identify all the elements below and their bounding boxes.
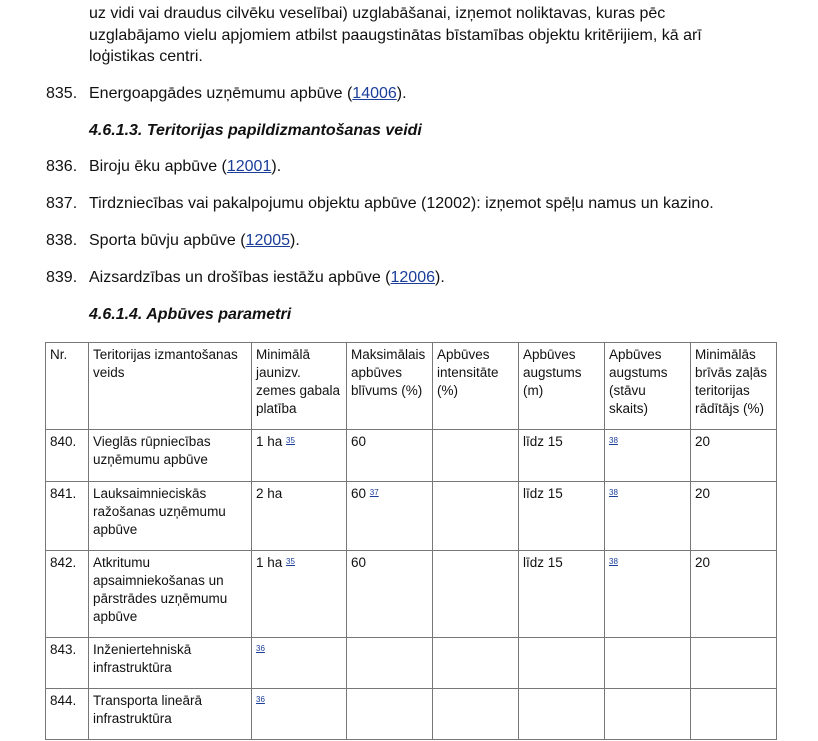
link-12006[interactable]: 12006 (390, 269, 435, 286)
list-item-839 (46, 268, 445, 288)
heading-4-6-1-3: 4.6.1.3. Teritorijas papildizmantošanas veidi (89, 122, 422, 139)
cell-floors (605, 430, 691, 482)
cell-area (252, 689, 347, 740)
list-item-836 (46, 157, 281, 177)
cell-type: Inženiertehniskā infrastruktūra (89, 638, 252, 689)
item-text: Energoapgādes uzņēmumu apbūve ( (89, 85, 353, 102)
table-header-row (46, 343, 777, 430)
item-text: Biroju ēku apbūve ( (89, 158, 227, 175)
intro-line-3: loģistikas centri. (89, 48, 203, 65)
item-text: Aizsardzības un drošības iestāžu apbūve ( (89, 269, 391, 286)
item-text-end: ). (271, 158, 282, 175)
cell-nr: 842. (46, 551, 89, 638)
cell-height-m: līdz 15 (519, 551, 605, 638)
header-max-density: Maksimālais apbūves blīvums (%) (347, 343, 433, 430)
area-value: 1 ha (256, 555, 283, 570)
cell-intensity (433, 482, 519, 551)
cell-type: Transporta lineārā infrastruktūra (89, 689, 252, 740)
cell-density: 60 (347, 551, 433, 638)
item-number: 836. (46, 158, 78, 175)
cell-intensity (433, 551, 519, 638)
table-row (46, 638, 777, 689)
item-text-end: ). (396, 85, 407, 102)
header-min-area: Minimālā jaunizv. zemes gabala platība (252, 343, 347, 430)
cell-height-m: līdz 15 (519, 430, 605, 482)
density-value: 60 (351, 486, 367, 501)
cell-density (347, 689, 433, 740)
cell-height-m: līdz 15 (519, 482, 605, 551)
header-type: Teritorijas izmantošanas veids (89, 343, 252, 430)
item-text-end: ). (290, 232, 300, 249)
cell-area (252, 638, 347, 689)
list-item-838 (46, 231, 300, 251)
footnote-link[interactable]: 36 (256, 695, 265, 704)
header-green-area: Minimālās brīvās zaļās teritorijas rādītājs (%) (691, 343, 777, 430)
building-parameters-table (45, 342, 777, 740)
cell-floors (605, 638, 691, 689)
cell-area: 2 ha (252, 482, 347, 551)
item-number: 839. (46, 269, 78, 286)
table-row (46, 482, 777, 551)
cell-type: Atkritumu apsaimniekošanas un pārstrādes uzņēmumu apbūve (89, 551, 252, 638)
cell-intensity (433, 430, 519, 482)
footnote-link[interactable]: 35 (286, 436, 295, 445)
footnote-link[interactable]: 38 (609, 557, 618, 566)
cell-green (691, 689, 777, 740)
cell-height-m (519, 638, 605, 689)
link-12005[interactable]: 12005 (245, 232, 291, 249)
cell-floors (605, 551, 691, 638)
intro-line-1: uz vidi vai draudus cilvēku veselībai) uzglabāšanai, izņemot noliktavas, kuras pēc (89, 5, 666, 22)
cell-intensity (433, 689, 519, 740)
header-height-floors: Apbūves augstums (stāvu skaits) (605, 343, 691, 430)
intro-line-2: uzglabājamo vielu apjomiem atbilst paaugstinātas bīstamības objektu kritērijiem, kā arī (89, 26, 702, 44)
cell-height-m (519, 689, 605, 740)
cell-nr: 841. (46, 482, 89, 551)
cell-floors (605, 482, 691, 551)
item-text: Tirdzniecības vai pakalpojumu objektu apbūve (12002): izņemot spēļu namus un kazino. (89, 195, 714, 212)
item-number: 837. (46, 195, 78, 212)
item-text: Sporta būvju apbūve ( (89, 232, 246, 249)
table-row (46, 689, 777, 740)
header-height-m: Apbūves augstums (m) (519, 343, 605, 430)
intro-paragraph (89, 3, 777, 68)
cell-nr: 843. (46, 638, 89, 689)
footnote-link[interactable]: 35 (286, 557, 295, 566)
list-item-835 (46, 84, 407, 104)
cell-green: 20 (691, 551, 777, 638)
list-item-837 (46, 194, 714, 214)
cell-density (347, 638, 433, 689)
table-row (46, 551, 777, 638)
area-value: 1 ha (256, 434, 283, 449)
table-row (46, 430, 777, 482)
footnote-link[interactable]: 36 (256, 644, 265, 653)
footnote-link[interactable]: 37 (369, 488, 379, 497)
cell-nr: 840. (46, 430, 89, 482)
cell-floors (605, 689, 691, 740)
item-number: 838. (46, 232, 78, 249)
cell-area (252, 551, 347, 638)
footnote-link[interactable]: 38 (609, 488, 618, 497)
cell-nr: 844. (46, 689, 89, 740)
header-intensity: Apbūves intensitāte (%) (433, 343, 519, 430)
cell-density: 60 (347, 430, 433, 482)
footnote-link[interactable]: 38 (609, 436, 618, 445)
item-text-end: ). (435, 269, 445, 286)
heading-4-6-1-4: 4.6.1.4. Apbūves parametri (89, 306, 292, 323)
link-14006[interactable]: 14006 (352, 85, 397, 102)
header-nr: Nr. (46, 343, 89, 430)
link-12001[interactable]: 12001 (226, 158, 272, 175)
item-number: 835. (46, 85, 78, 102)
cell-green (691, 638, 777, 689)
cell-green: 20 (691, 482, 777, 551)
cell-area (252, 430, 347, 482)
cell-density (347, 482, 433, 551)
cell-type: Lauksaimnieciskās ražošanas uzņēmumu apbūve (89, 482, 252, 551)
cell-intensity (433, 638, 519, 689)
cell-type: Vieglās rūpniecības uzņēmumu apbūve (89, 430, 252, 482)
cell-green: 20 (691, 430, 777, 482)
